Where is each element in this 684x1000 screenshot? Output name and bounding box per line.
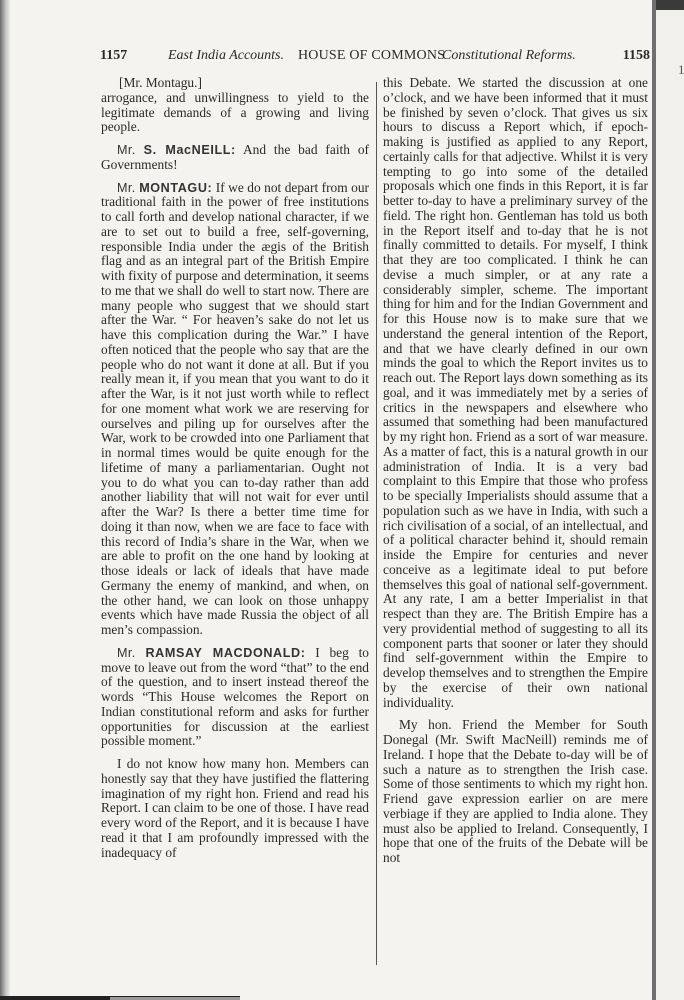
paragraph: arrogance, and unwillingness to yield to the legitimate demands of a growing and living people. bbox=[101, 89, 369, 135]
paragraph: this Debate. We started the discussion at one o’clock, and we have been informed that it must be finished by seven o’clock. That gives us six hours to discuss a Report which, if epoch-making is justified as applied to any Report, certainly calls for that adjective. Whilst it is very tempting to go into some of the detailed proposals which one finds in this Report, it is far better to-day to have a preliminary survey of the field. The right hon. Gentleman has told us both in the Report itself and to-day that he is not finally committed to details. For myself, I think that they are too complicated. I think he can devise a much simpler, or at any rate a considerably simpler, scheme. The important thing for him and for the Indian Government and for this House now is to make sure that we understand the general intention of the Report, and that we have clearly defined in our own minds the goal to which the Report invites us to reach out. The Report lays down something as its goal, and it was immediately met by a series of critics in the newspapers and elsewhere who assumed that something had been manufactured by my right hon. Friend as a sort of war measure. As a matter of fact, this is a natural growth in our administration of India. It is a very bad complaint to this Empire that those who profess to be specially Imperialists should assume that a population such as we have in India, with such a rich civilisation of a social, of an intellectual, and of a political character behind it, should remain inside the Empire for centuries and never conceive as a legitimate ideal to put before themselves this goal of national self-government. At any rate, I am a better Imperialist in that respect than they are. The British Empire has a very providential method of suggesting to all its component parts that sooner or later they should find self-government within the Empire to develop themselves and to strengthen the Empire by the exercise of their own national individuality. bbox=[383, 75, 648, 710]
left-binding-shadow bbox=[0, 0, 10, 1000]
speaker-attribution: [Mr. Montagu.] bbox=[119, 75, 202, 90]
next-page-edge bbox=[652, 0, 684, 1000]
speech-text: And the bad faith of Governments! bbox=[101, 142, 369, 172]
speech-paragraph bbox=[101, 646, 369, 749]
column-divider bbox=[376, 82, 377, 965]
page-number-left: 1157 bbox=[100, 48, 128, 63]
right-column bbox=[383, 76, 648, 874]
page-edge-shadow bbox=[656, 0, 684, 10]
speaker-title: Mr. bbox=[117, 645, 136, 660]
speech-text: If we do not depart from our traditional faith in the power of free institutions to call forth and develop national character, if we are to set out to build a free, self-governing, responsible India under the ægis of the British flag and as an integral part of the British Empire with fixity of purpose and determination, it seems to me that we shall do well to start now. There are many people who suggest that we should start after the War. “ For heaven’s sake do not let us have this complication during the War.” I have often noticed that the people who say that are the people who do not want it done at all. But if you really mean it, if you mean that you want to do it after the War, is it not just worth while to reflect for one moment what work we are reserving for ourselves and piling up for ourselves after the War, work to be crowded into one Parliament that in normal times would be quite enough for the lifetime of many a parliamentarian. Ought not you to do what you can to-day rather than add another liability that will not wait for ever until after the War? Is there a better time time for doing it than now, when we are face to face with this record of India’s share in the War, when we are able to profit on the one hand by looking at those ideals or lack of ideals that have made Germany the enemy of mankind, and when, on the other hand, we can look on those unhappy events which have made Russia the object of all men’s compassion. bbox=[101, 179, 369, 637]
next-page-number-fragment: 1 bbox=[678, 62, 684, 77]
speech-text: I beg to move to leave out from the word “that” to the end of the question, and to insert instead thereof the words “This House welcomes the Report on Indian constitutional reform and asks for further opportunities for discussion at the earliest possible moment.” bbox=[101, 644, 369, 749]
speech-paragraph bbox=[101, 181, 369, 638]
header-title-right: Constitutional Reforms. bbox=[442, 48, 576, 63]
speaker-name: S. MacNEILL: bbox=[143, 143, 236, 157]
header-title-left: East India Accounts. bbox=[168, 48, 285, 63]
speaker-title: Mr. bbox=[117, 143, 136, 157]
speaker-name: RAMSAY MACDONALD: bbox=[145, 645, 306, 660]
speaker-name: MONTAGU: bbox=[139, 180, 213, 195]
header-title-center: HOUSE OF COMMONS bbox=[298, 48, 446, 63]
page-header bbox=[100, 48, 652, 70]
speech-paragraph bbox=[101, 143, 369, 173]
paragraph: My hon. Friend the Member for South Donegal (Mr. Swift MacNeill) reminds me of Ireland. I hope that the Debate to-day will be of such a nature as to strengthen the Irish case. Some of those sentiments to which my right hon. Friend gave expression earlier on are mere verbiage if they are applied to India alone. They must also be applied to Ireland. Consequently, I hope that one of the fruits of the Debate will be not bbox=[383, 717, 648, 865]
speaker-title: Mr. bbox=[117, 180, 136, 195]
left-column bbox=[101, 76, 369, 868]
paragraph: I do not know how many hon. Members can honestly say that they have justified the flattering imagination of my right hon. Friend and read his Report. I can claim to be one of those. I have read every word of the Report, and it is because I have read it that I am profoundly impressed with the inadequacy of bbox=[101, 756, 369, 860]
page-number-right: 1158 bbox=[622, 48, 650, 63]
